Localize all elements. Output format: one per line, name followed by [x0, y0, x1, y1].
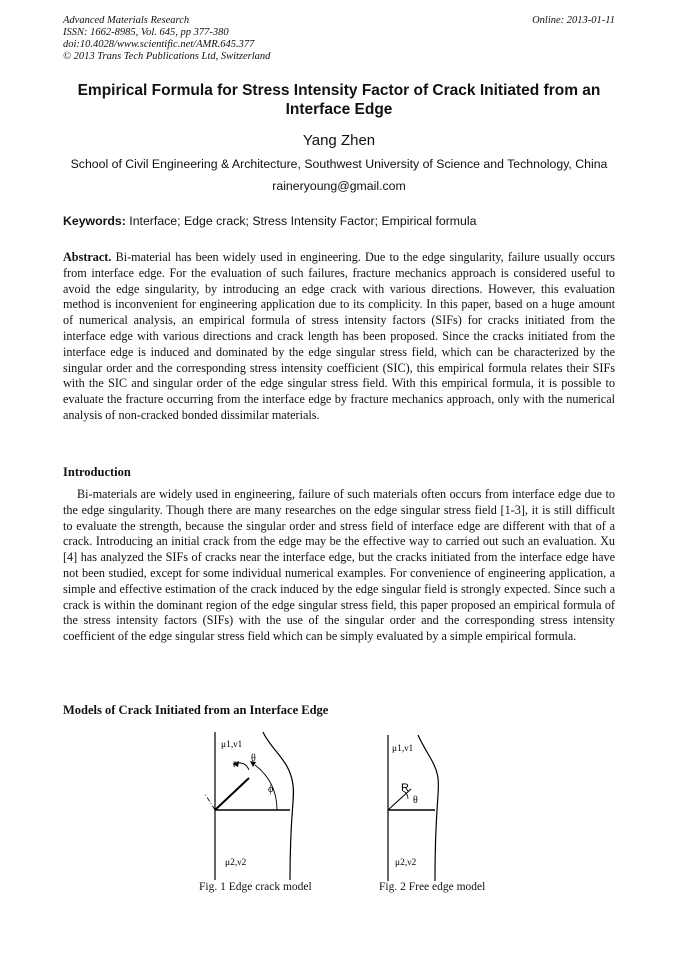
abstract [63, 250, 615, 424]
keywords-label: Keywords: [63, 214, 126, 228]
fig1-theta-label: θ [251, 753, 256, 764]
fig1-mat1-label: μ1,ν1 [221, 740, 243, 750]
abstract-label: Abstract. [63, 250, 112, 264]
fig2-mat2-label: μ2,ν2 [395, 858, 417, 868]
fig1-phi-arc [255, 765, 277, 810]
introduction-text: Bi-materials are widely used in engineering, failure of such materials often occurs from interface edge due to the edge singularity. Though there are many researches on the edge singular stress field [1-3], it is still difficult to evaluate the strength, because the singular order and stress field of interface edge are different with that of a crack. Introducing an initial crack from the edge may be the effective way to carried out such an evaluation. Xu [4] has analyzed the SIFs of cracks near the interface edge, but the cracks initiated from the interface edge have not been studied, except for some individual numerical examples. For convenience of engineering application, a simple and effective estimation of the crack induced by the edge singular field is strongly expected. Since such a crack is within the dominant region of the edge singular stress field, this paper proposed an empirical formula of the stress intensity factors (SIFs) with the use of the singular order and the corresponding stress intensity coefficient of the edge singular stress field which can be simply evaluated by a simple empirical formula. [63, 487, 615, 644]
fig2-R-label: R [401, 782, 409, 794]
fig1-r-label: r [233, 758, 237, 770]
abstract-text: Bi-material has been widely used in engineering. Due to the edge singularity, failure usually occurs from interface edge. For the evaluation of such failures, fracture mechanics approach is considered useful to avoid the edge singularity, by introducing an edge crack with various directions. However, this evaluation method is inconvenient for engineering application due to its complicity. In this paper, based on a huge amount of numerical analysis, an empirical formula of stress intensity factors (SIFs) for cracks initiated from the interface edge with various directions and crack length has been proposed. Since the cracks initiated from the interface edge is induced and dominated by the edge singular stress field, which can be characterized by the singular order and the corresponding stress intensity coefficient (SIC), this empirical formula relates their SIFs with the SIC and singular order of the edge singular stress field. With this empirical formula, it is possible to evaluate the fracture occurring from the interface edge by fracture mechanics approach, only with the numerical analysis of non-cracked bonded dissimilar materials. [63, 250, 615, 422]
paper-title: Empirical Formula for Stress Intensity Factor of Crack Initiated from an Interface Edge [77, 82, 601, 118]
copyright: © 2013 Trans Tech Publications Ltd, Switzerland [63, 51, 271, 62]
keywords [63, 214, 615, 228]
email: raineryoung@gmail.com [272, 179, 406, 193]
fig1-dashdot [205, 757, 215, 810]
affiliation: School of Civil Engineering & Architecture, Southwest University of Science and Technology, China [70, 157, 608, 171]
fig2-mat1-label: μ1,ν1 [392, 744, 414, 754]
fig1-crack [215, 778, 249, 810]
journal-name: Advanced Materials Research [63, 15, 190, 26]
issn: ISSN: 1662-8985, Vol. 645, pp 377-380 [63, 27, 229, 38]
fig1-free-surface [263, 732, 293, 880]
fig2-theta-label: θ [413, 795, 418, 806]
running-header [63, 15, 615, 63]
keywords-text: Interface; Edge crack; Stress Intensity Factor; Empirical formula [125, 214, 477, 228]
fig2-free-surface [418, 735, 438, 881]
figure-2-caption: Fig. 2 Free edge model [379, 881, 486, 893]
models-heading: Models of Crack Initiated from an Interface Edge [63, 703, 329, 717]
figure-1-edge-crack-model [205, 730, 315, 882]
online-date: Online: 2013-01-11 [532, 15, 615, 26]
fig1-phi-label: ϕ [268, 784, 274, 795]
fig1-mat2-label: μ2,ν2 [225, 858, 247, 868]
author: Yang Zhen [302, 132, 376, 149]
figure-2-free-edge-model [378, 733, 488, 883]
introduction-heading: Introduction [63, 465, 131, 479]
figure-1-caption: Fig. 1 Edge crack model [199, 881, 312, 893]
doi: doi:10.4028/www.scientific.net/AMR.645.377 [63, 39, 255, 50]
